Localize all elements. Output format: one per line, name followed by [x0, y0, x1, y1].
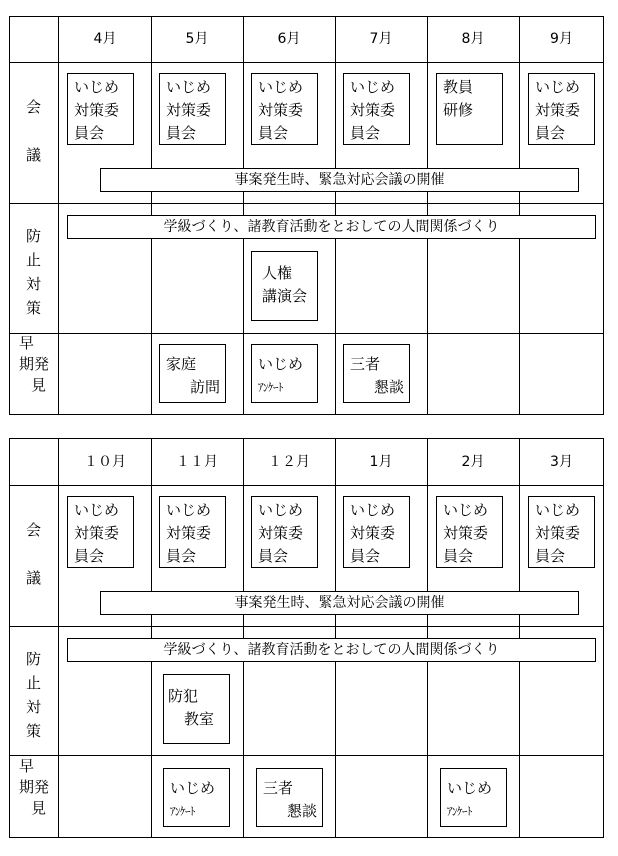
month-header: 1月 [369, 454, 393, 470]
early-detection-box: いじめ ｱﾝｹｰﾄ [251, 344, 318, 403]
meeting-box: いじめ 対策委 員会 [251, 73, 318, 145]
early-detection-box: いじめ ｱﾝｹｰﾄ [440, 768, 507, 827]
row-label-meeting: 会 議 [25, 98, 41, 164]
month-header: 4月 [93, 31, 117, 47]
meeting-box: いじめ 対策委 員会 [436, 496, 503, 568]
early-detection-box: いじめ ｱﾝｹｰﾄ [163, 768, 230, 827]
meeting-box: いじめ 対策委 員会 [67, 496, 134, 568]
month-header: １２月 [268, 454, 310, 470]
row-label-meeting: 会 議 [25, 521, 41, 587]
month-header: 6月 [277, 31, 301, 47]
meeting-box: いじめ 対策委 員会 [159, 73, 226, 145]
early-detection-box: 三者 懇談 [256, 768, 323, 827]
emergency-meeting-band: 事案発生時、緊急対応会議の開催 [100, 168, 579, 192]
meeting-box: いじめ 対策委 員会 [343, 73, 410, 145]
month-header: １１月 [176, 454, 218, 470]
early-detection-box: 家庭 訪問 [159, 344, 226, 403]
meeting-box: 教員 研修 [436, 73, 503, 145]
meeting-box: いじめ 対策委 員会 [251, 496, 318, 568]
row-label-prevention: 防 止 対 策 [25, 227, 41, 317]
meeting-box: いじめ 対策委 員会 [528, 73, 595, 145]
month-header: 3月 [550, 454, 573, 470]
emergency-meeting-band: 事案発生時、緊急対応会議の開催 [100, 591, 579, 615]
month-header: 8月 [461, 31, 485, 47]
prevention-box: 防犯 教室 [163, 674, 230, 744]
month-header: 9月 [550, 31, 573, 47]
month-header: １０月 [84, 454, 126, 470]
meeting-box: いじめ 対策委 員会 [159, 496, 226, 568]
row-label-early-detection: 早 期発 見 [19, 757, 50, 817]
relationship-building-band: 学級づくり、諸教育活動をとおしての人間関係づくり [67, 215, 596, 239]
meeting-box: いじめ 対策委 員会 [67, 73, 134, 145]
meeting-box: いじめ 対策委 員会 [343, 496, 410, 568]
relationship-building-band: 学級づくり、諸教育活動をとおしての人間関係づくり [67, 638, 596, 662]
early-detection-box: 三者 懇談 [343, 344, 410, 403]
row-label-prevention: 防 止 対 策 [25, 650, 41, 740]
prevention-box: 人権 講演会 [251, 251, 318, 321]
month-header: 5月 [185, 31, 209, 47]
meeting-box: いじめ 対策委 員会 [528, 496, 595, 568]
month-header: 7月 [369, 31, 393, 47]
row-label-early-detection: 早 期発 見 [19, 334, 50, 394]
month-header: 2月 [461, 454, 485, 470]
